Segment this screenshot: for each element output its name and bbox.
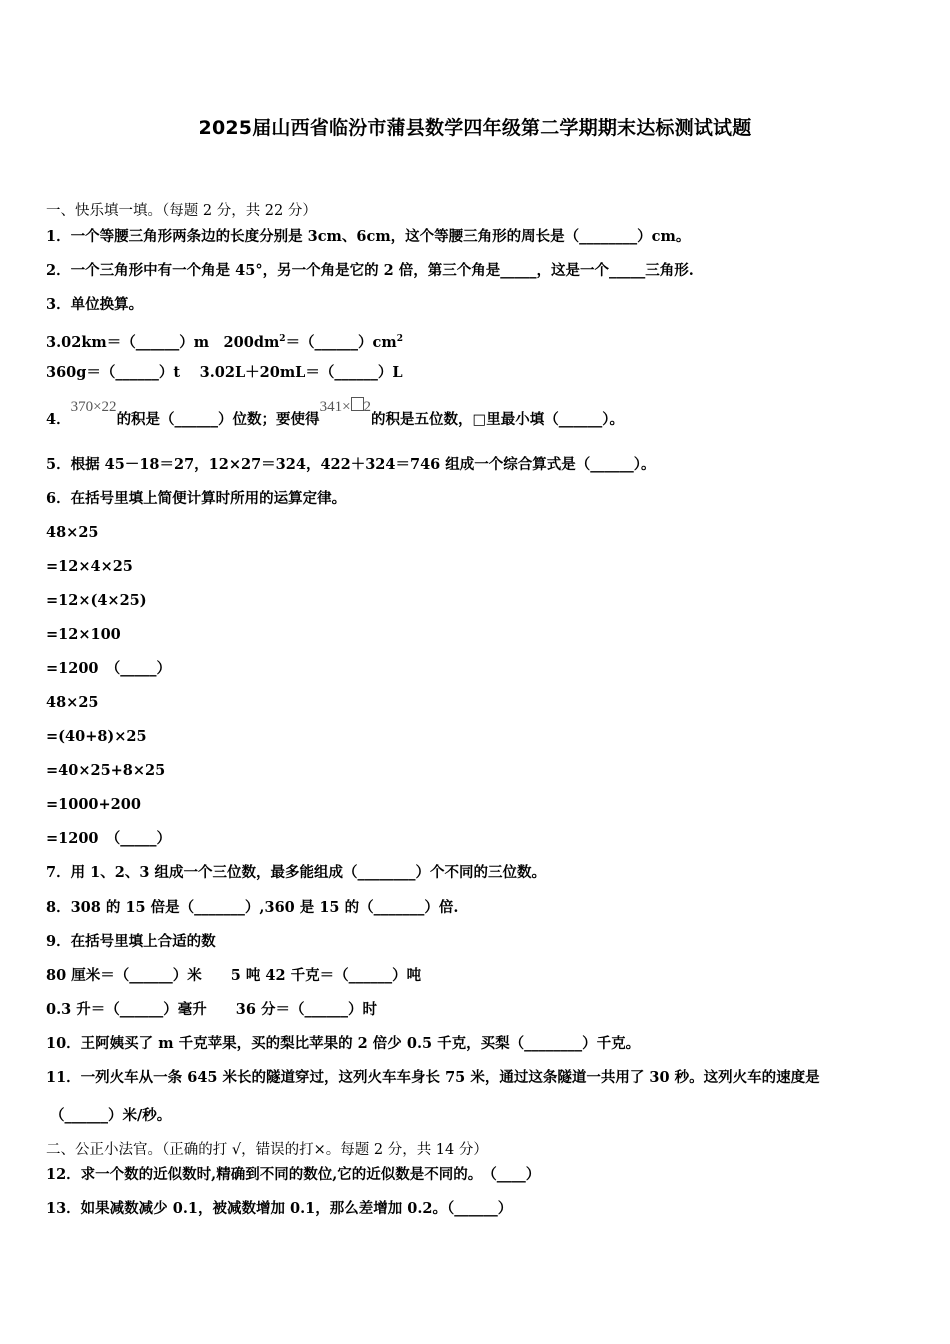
question-9-line-a: 80 厘米＝（______）米 5 吨 42 千克＝（______）吨 bbox=[46, 967, 422, 984]
q6-calc-line: =40×25+8×25 bbox=[46, 762, 166, 779]
question-13: 13．如果减数减少 0.1，被减数增加 0.1，那么差增加 0.2。（______） bbox=[46, 1200, 513, 1217]
empty-box-icon bbox=[351, 397, 364, 411]
question-8: 8．308 的 15 倍是（_______）,360 是 15 的（_______）倍. bbox=[46, 899, 459, 916]
page-title: 2025届山西省临汾市蒲县数学四年级第二学期期末达标测试试题 bbox=[198, 117, 752, 139]
q3a-superscript-1: 2 bbox=[279, 334, 286, 344]
q6-calc-line: =12×100 bbox=[46, 626, 121, 643]
question-12: 12．求一个数的近似数时,精确到不同的数位,它的近似数是不同的。 （____） bbox=[46, 1166, 541, 1183]
q4-formula-2 bbox=[320, 399, 371, 415]
question-3: 3．单位换算。 bbox=[46, 296, 144, 313]
question-10: 10．王阿姨买了 m 千克苹果，买的梨比苹果的 2 倍少 0.5 千克，买梨（________）千克。 bbox=[46, 1035, 641, 1052]
question-7: 7．用 1、2、3 组成一个三位数，最多能组成（________）个不同的三位数。 bbox=[46, 864, 546, 881]
question-11-continued: （______）米/秒。 bbox=[50, 1107, 172, 1124]
q6-calc-line: =12×(4×25) bbox=[46, 592, 147, 609]
q3a-text-2: ＝（______）cm bbox=[285, 333, 397, 351]
question-2: 2．一个三角形中有一个角是 45°，另一个角是它的 2 倍，第三个角是_____，这是一个_____三角形. bbox=[46, 262, 694, 279]
q3a-text-1: 3.02km＝（______）m 200dm bbox=[46, 333, 280, 351]
q4-number: 4． bbox=[46, 411, 71, 428]
q6-calc-line: =1200 （_____） bbox=[46, 830, 172, 847]
question-11: 11．一列火车从一条 645 米长的隧道穿过，这列火车车身长 75 米，通过这条隧道一共用了 30 秒。这列火车的速度是 bbox=[46, 1069, 820, 1086]
q6-calc-line: =1000+200 bbox=[46, 796, 141, 813]
question-1: 1．一个等腰三角形两条边的长度分别是 3cm、6cm，这个等腰三角形的周长是（________）cm。 bbox=[46, 228, 691, 245]
q6-calc-line: =12×4×25 bbox=[46, 558, 133, 575]
section-heading-1: 一、快乐填一填。（每题 2 分，共 22 分） bbox=[46, 203, 317, 219]
q6-calc-line: =(40+8)×25 bbox=[46, 728, 147, 745]
q4-end-text: 的积是五位数，□里最小填（______）。 bbox=[371, 411, 624, 428]
q6-calc-line: 48×25 bbox=[46, 694, 99, 711]
question-3-line-a bbox=[46, 330, 403, 352]
q6-calc-line: 48×25 bbox=[46, 524, 99, 541]
question-9: 9．在括号里填上合适的数 bbox=[46, 933, 216, 950]
section-heading-2: 二、公正小法官。（正确的打 √，错误的打×。每题 2 分，共 14 分） bbox=[46, 1142, 488, 1158]
question-5: 5．根据 45－18＝27，12×27＝324，422＋324＝746 组成一个综合算式是（______）。 bbox=[46, 456, 656, 473]
question-4 bbox=[46, 399, 624, 429]
q6-calc-line: =1200 （_____） bbox=[46, 660, 172, 677]
q4-middle-text: 的积是（______）位数；要使得 bbox=[116, 411, 320, 428]
q4-formula-2-part-b: 2 bbox=[363, 399, 372, 415]
question-9-line-b: 0.3 升＝（______）毫升 36 分＝（______）时 bbox=[46, 1001, 377, 1018]
q4-formula-1: 370×22 bbox=[70, 399, 117, 415]
q3a-superscript-2: 2 bbox=[396, 334, 403, 344]
q4-formula-2-part-a: 341× bbox=[319, 399, 351, 415]
question-3-line-b: 360g＝（______）t 3.02L＋20mL＝（______）L bbox=[46, 364, 403, 381]
question-6: 6．在括号里填上简便计算时所用的运算定律。 bbox=[46, 490, 347, 507]
